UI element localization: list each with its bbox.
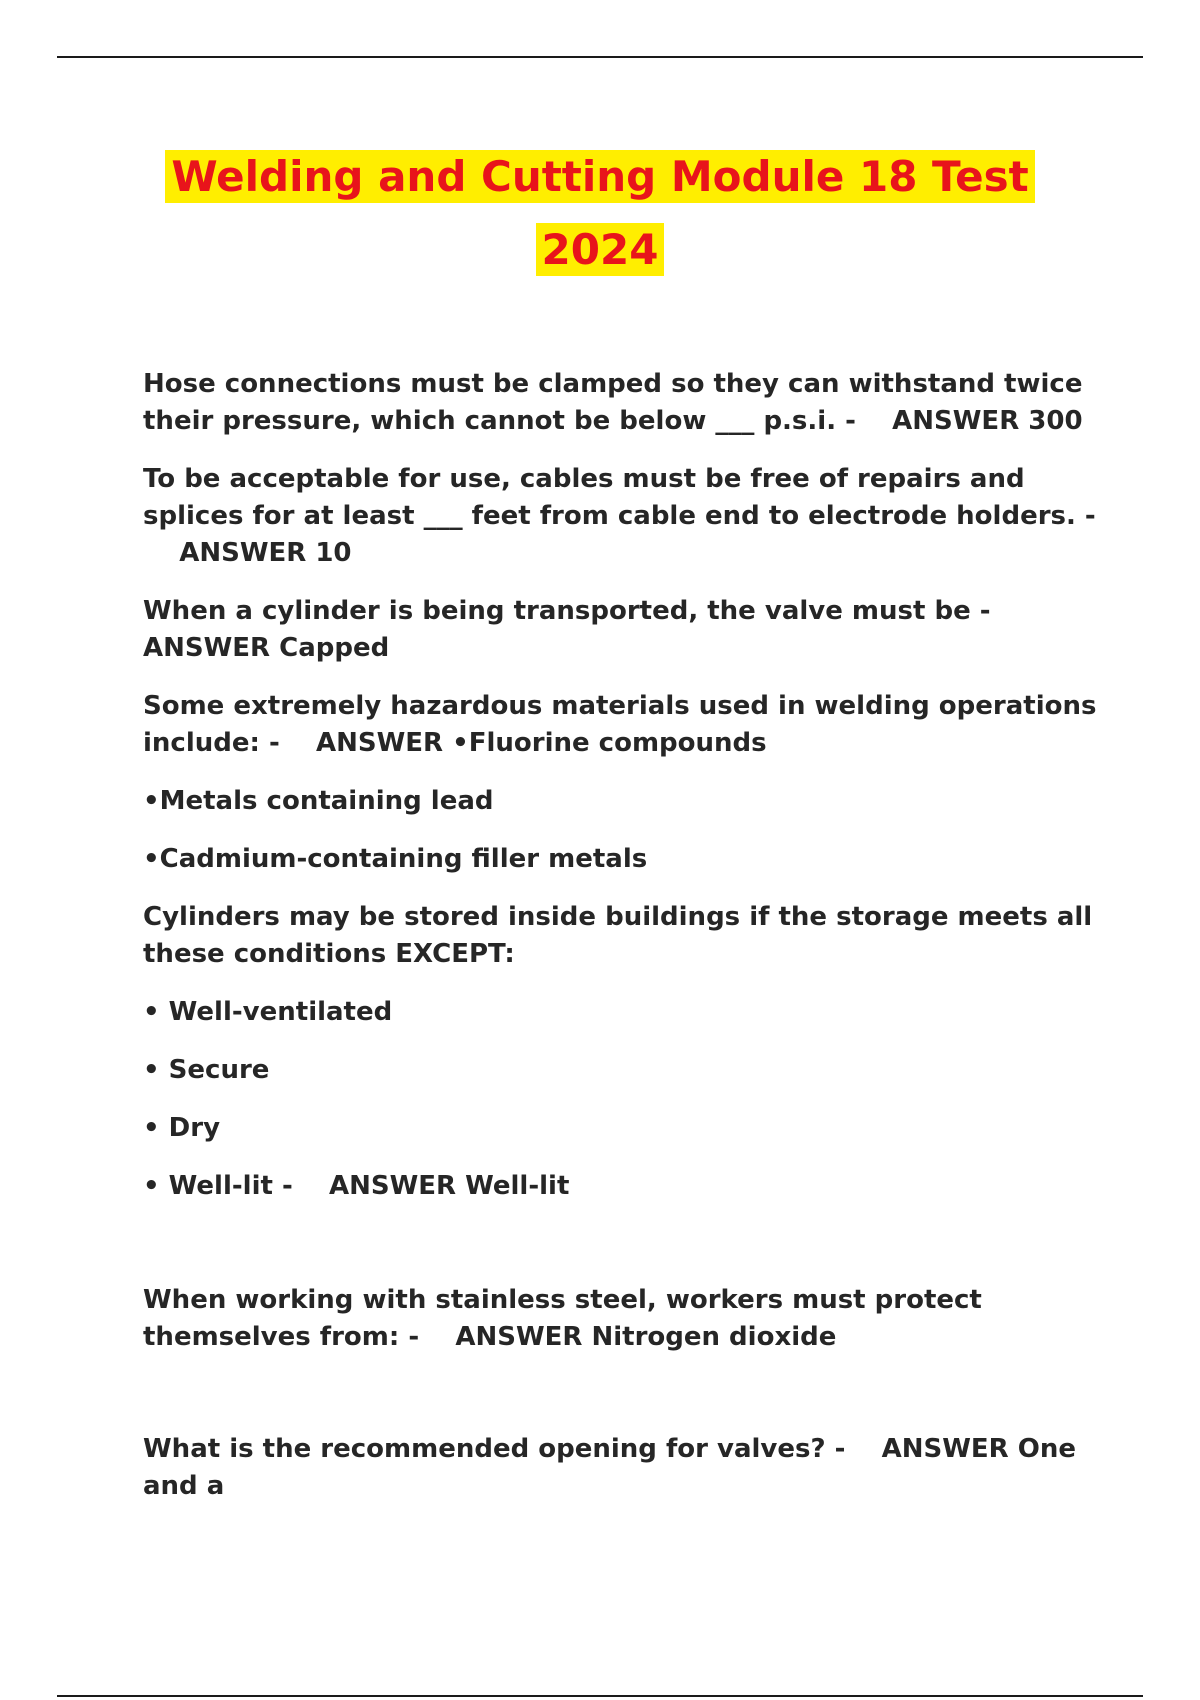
answer-text: ANSWER 300 <box>892 406 1083 436</box>
page-title <box>0 140 1200 286</box>
question-text: To be acceptable for use, cables must be free of repairs and splices for at least ___ feet from cable end to electrode holders. - <box>143 464 1096 531</box>
spacer <box>143 1226 1103 1282</box>
answer-text: ANSWER Nitrogen dioxide <box>455 1322 837 1352</box>
question-text: Cylinders may be stored inside buildings if the storage meets all these conditions EXCEPT: <box>143 902 1093 969</box>
answer-text: ANSWER 10 <box>179 538 352 568</box>
qa-list <box>143 366 1103 1526</box>
qa-item-4 <box>143 688 1103 762</box>
question-text: What is the recommended opening for valves? - <box>143 1434 846 1464</box>
qa-item-2 <box>143 461 1103 572</box>
top-rule <box>57 56 1143 58</box>
question-text: When working with stainless steel, workers must protect themselves from: - <box>143 1285 982 1352</box>
option-item: • Dry <box>143 1113 221 1143</box>
qa-item-3 <box>143 593 1103 667</box>
option-item: • Well-ventilated <box>143 997 393 1027</box>
qa-item-7 <box>143 1431 1103 1505</box>
option-item: • Secure <box>143 1055 270 1085</box>
answer-text: ANSWER One and a <box>143 1434 1076 1501</box>
question-text: When a cylinder is being transported, the valve must be - <box>143 596 991 626</box>
spacer <box>143 1377 1103 1431</box>
qa-item-1 <box>143 366 1103 440</box>
question-text: Some extremely hazardous materials used in welding operations include: - <box>143 691 1097 758</box>
list-item: •Metals containing lead <box>143 786 494 816</box>
title-line-1: Welding and Cutting Module 18 Test <box>165 150 1034 203</box>
question-text: Hose connections must be clamped so they can withstand twice their pressure, which cannot be below ___ p.s.i. - <box>143 369 1083 436</box>
list-item: •Cadmium-containing filler metals <box>143 844 648 874</box>
title-line-2: 2024 <box>536 223 665 276</box>
qa-item-5 <box>143 899 1103 973</box>
option-item-last <box>143 1168 1103 1205</box>
answer-text: ANSWER •Fluorine compounds <box>315 728 767 758</box>
bottom-rule <box>57 1695 1143 1697</box>
answer-text: ANSWER Capped <box>143 633 390 663</box>
qa-item-6 <box>143 1282 1103 1356</box>
answer-text: ANSWER Well-lit <box>329 1171 570 1201</box>
option-text: • Well-lit - <box>143 1171 293 1201</box>
